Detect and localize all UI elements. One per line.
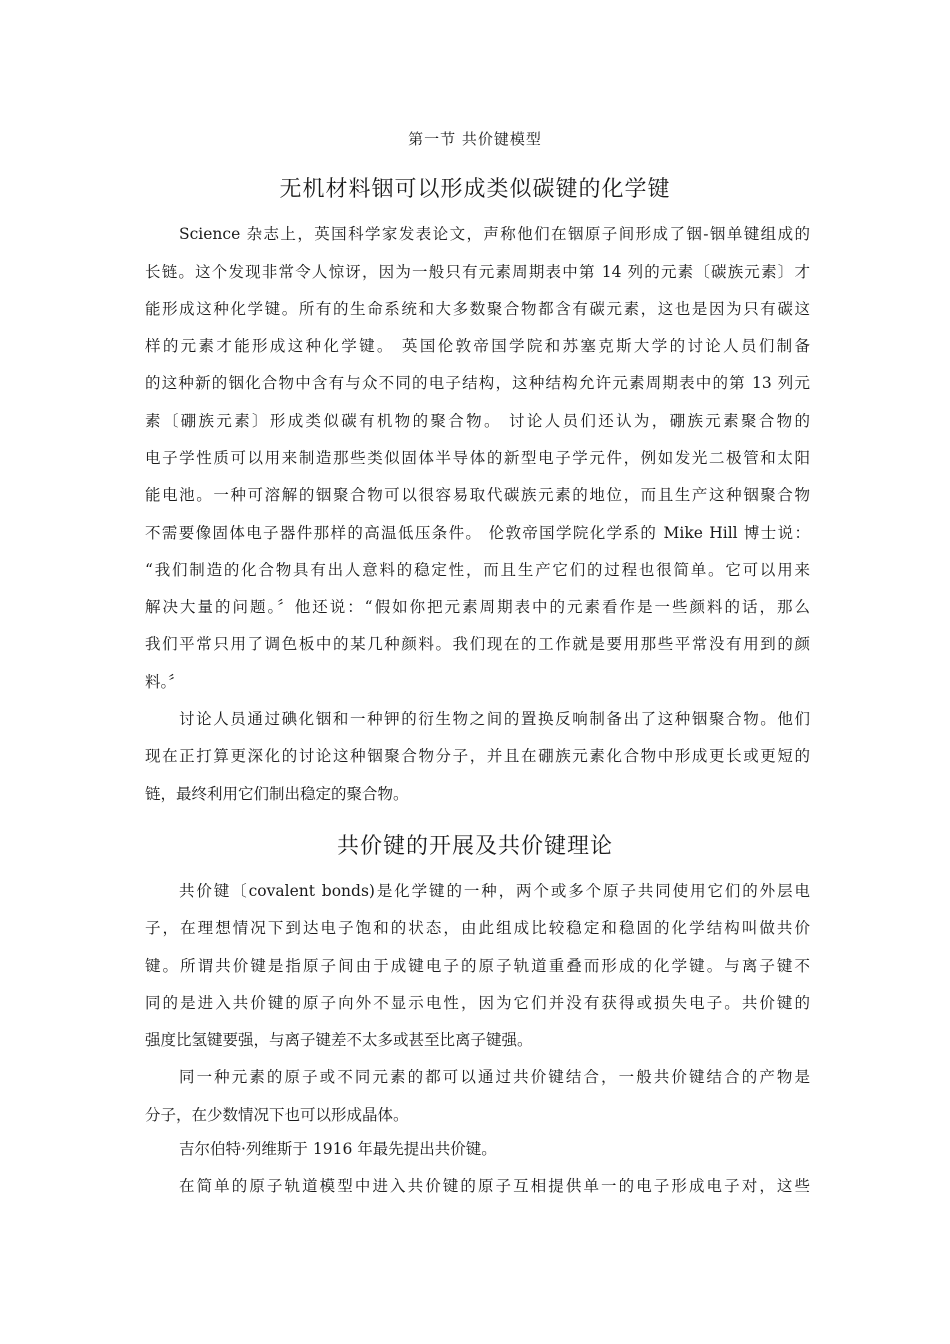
text-line: 在简单的原子轨道模型中进入共价键的原子互相提供单一的电子形成电子对，这些: [179, 1177, 810, 1195]
text-line: 能电池。一种可溶解的铟聚合物可以很容易取代碳族元素的地位，而且生产这种铟聚合物: [145, 486, 810, 504]
article-heading-covalent: 共价键的开展及共价键理论: [336, 834, 613, 859]
text-line: 链，最终利用它们制出稳定的聚合物。: [145, 785, 409, 803]
text-line: 键。所谓共价键是指原子间由于成键电子的原子轨道重叠而形成的化学键。与离子键不: [145, 957, 810, 975]
text-line: 长链。这个发现非常令人惊讶，因为一般只有元素周期表中第 14 列的元素〔碳族元素〕才: [145, 263, 810, 281]
text-line: 解决大量的问题。〞他还说：“假如你把元素周期表中的元素看作是一些颜料的话，那么: [145, 598, 810, 616]
text-line: 同一种元素的原子或不同元素的都可以通过共价键结合，一般共价键结合的产物是: [179, 1068, 810, 1086]
text-line: 素〔硼族元素〕形成类似碳有机物的聚合物。 讨论人员们还认为，硼族元素聚合物的: [145, 412, 810, 430]
text-line: 不需要像固体电子器件那样的高温低压条件。 伦敦帝国学院化学系的 Mike Hill 博士说：: [145, 524, 810, 542]
text-line: 同的是进入共价键的原子向外不显示电性，因为它们并没有获得或损失电子。共价键的: [145, 994, 810, 1012]
text-line: 共价键〔covalent bonds)是化学键的一种，两个或多个原子共同使用它们的外层电: [179, 882, 810, 900]
article-heading-indium: 无机材料铟可以形成类似碳键的化学键: [279, 177, 671, 202]
text-line: 能形成这种化学键。所有的生命系统和大多数聚合物都含有碳元素，这也是因为只有碳这: [145, 300, 810, 318]
text-line: 电子学性质可以用来制造那些类似固体半导体的新型电子学元件，例如发光二极管和太阳: [145, 449, 810, 467]
text-line: 样的元素才能形成这种化学键。 英国伦敦帝国学院和苏塞克斯大学的讨论人员们制备: [145, 337, 810, 355]
text-line: 我们平常只用了调色板中的某几种颜料。我们现在的工作就是要用那些平常没有用到的颜: [145, 635, 810, 653]
text-line: 强度比氢键要强，与离子键差不太多或甚至比离子键强。: [145, 1031, 533, 1049]
text-line: 吉尔伯特·列维斯于 1916 年最先提出共价键。: [179, 1140, 497, 1158]
text-line: 子，在理想情况下到达电子饱和的状态，由此组成比较稳定和稳固的化学结构叫做共价: [145, 919, 810, 937]
text-line: 分子，在少数情况下也可以形成晶体。: [145, 1106, 409, 1124]
text-line: 料。〞: [145, 673, 184, 691]
text-line: “我们制造的化合物具有出人意料的稳定性，而且生产它们的过程也很简单。它可以用来: [145, 561, 810, 579]
text-line: 的这种新的铟化合物中含有与众不同的电子结构，这种结构允许元素周期表中的第 13 列元: [145, 374, 810, 392]
text-line: Science 杂志上，英国科学家发表论文，声称他们在铟原子间形成了铟-铟单键组成的: [179, 225, 810, 243]
text-line: 现在正打算更深化的讨论这种铟聚合物分子，并且在硼族元素化合物中形成更长或更短的: [145, 747, 810, 765]
text-line: 讨论人员通过碘化铟和一种钾的衍生物之间的置换反响制备出了这种铟聚合物。他们: [179, 710, 810, 728]
section-label: 第一节 共价键模型: [408, 130, 542, 148]
